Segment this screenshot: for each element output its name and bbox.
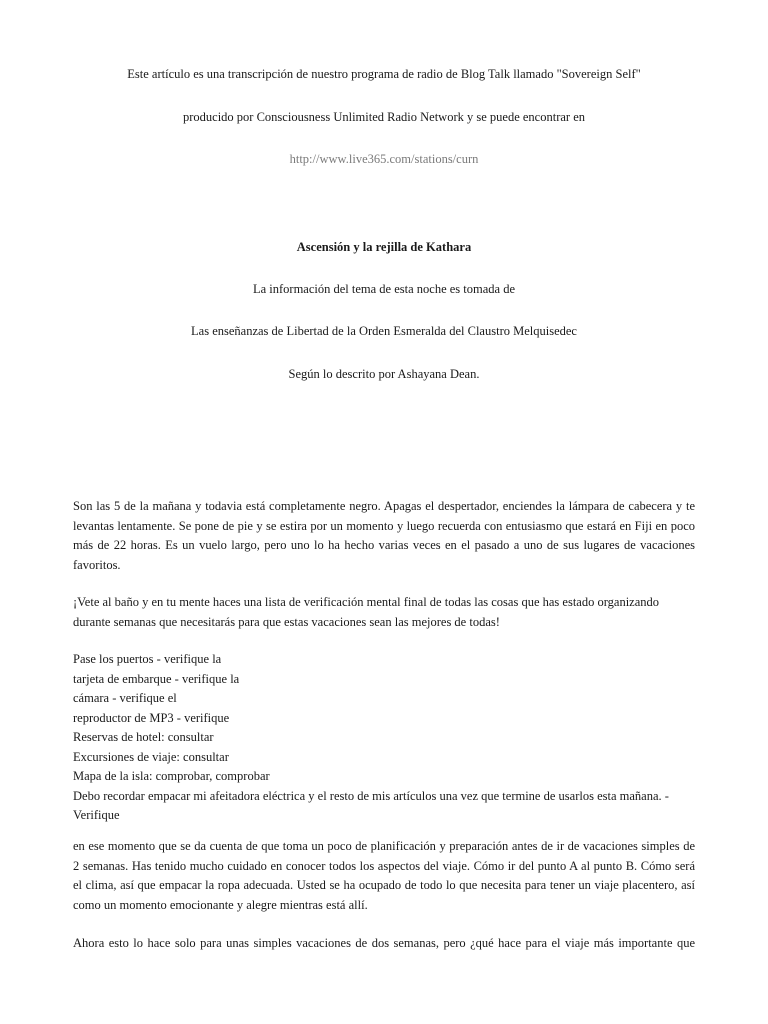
list-item: Verifique [73, 808, 120, 822]
list-item: Reservas de hotel: consultar [73, 730, 214, 744]
list-item: Pase los puertos - verifique la [73, 652, 222, 666]
paragraph-line: más de 22 horas. Es un vuelo largo, pero uno lo ha hecho varias veces en el pasado a uno de sus lugares de vacaciones [73, 538, 695, 552]
paragraph-2 [73, 593, 695, 632]
list-item: Debo recordar empacar mi afeitadora eléctrica y el resto de mis artículos una vez que termine de usarlos esta mañana. - [73, 788, 669, 803]
intro-line-2: Las enseñanzas de Libertad de la Orden Esmeralda del Claustro Melquisedec [191, 324, 577, 338]
paragraph-3 [73, 837, 695, 915]
checklist [73, 650, 695, 826]
list-item: tarjeta de embarque - verifique la [73, 671, 240, 686]
header-line-1: Este artículo es una transcripción de nuestro programa de radio de Blog Talk llamado "Sovereign Self" [127, 67, 641, 81]
paragraph-line: como un momento emocionante y alegre mientras está allí. [73, 897, 368, 912]
intro-line-3: Según lo descrito por Ashayana Dean. [288, 367, 480, 381]
list-item: cámara - verifique el [73, 691, 177, 705]
paragraph-line: en ese momento que se da cuenta de que toma un poco de planificación y preparación antes de ir de vacaciones simples de [73, 839, 695, 853]
list-item: Mapa de la isla: comprobar, comprobar [73, 769, 270, 783]
paragraph-line: levantas lentamente. Se pone de pie y se estira por un momento y luego recuerda con entusiasmo que estará en Fiji en poco [73, 518, 695, 533]
list-item: Excursiones de viaje: consultar [73, 749, 229, 764]
paragraph-line: durante semanas que necesitarás para que estas vacaciones sean las mejores de todas! [73, 614, 500, 629]
paragraph-line: ¡Vete al baño y en tu mente haces una lista de verificación mental final de todas las cosas que has estado organizando [73, 595, 660, 609]
header-line-2: producido por Consciousness Unlimited Radio Network y se puede encontrar en [183, 110, 585, 124]
list-item: reproductor de MP3 - verifique [73, 710, 230, 725]
paragraph-4 [73, 934, 695, 954]
intro-line-1: La información del tema de esta noche es tomada de [252, 282, 516, 296]
paragraph-line: Ahora esto lo hace solo para unas simples vacaciones de dos semanas, pero ¿qué hace para el viaje más importante que [73, 936, 695, 950]
paragraph-line: el clima, así que empacar la ropa adecuada. Usted se ha ocupado de todo lo que necesita para tener un viaje placentero, así [73, 878, 695, 892]
station-url-link[interactable]: http://www.live365.com/stations/curn [289, 152, 479, 166]
paragraph-line: Son las 5 de la mañana y todavia está completamente negro. Apagas el despertador, enciendes la lámpara de cabecera y te [73, 499, 695, 513]
paragraph-line: 2 semanas. Has tenido mucho cuidado en conocer todos los aspectos del viaje. Cómo ir del punto A al punto B. Cómo será [73, 858, 695, 873]
paragraph-line: favoritos. [73, 557, 121, 572]
article-title: Ascensión y la rejilla de Kathara [296, 240, 472, 254]
paragraph-1 [73, 497, 695, 575]
